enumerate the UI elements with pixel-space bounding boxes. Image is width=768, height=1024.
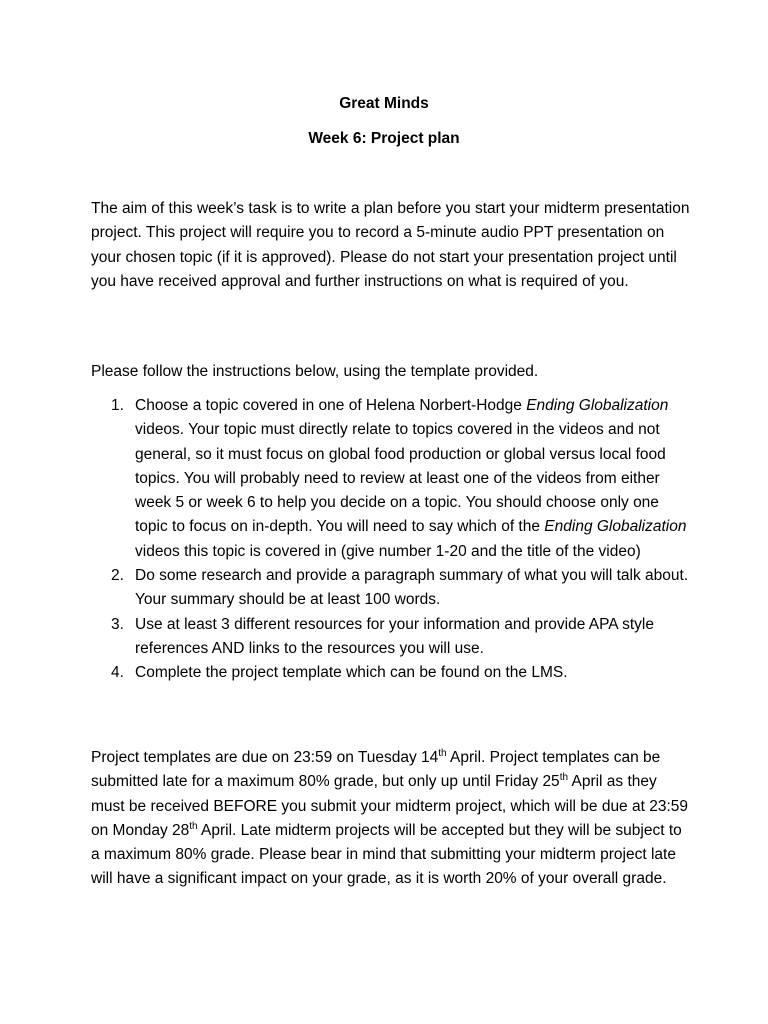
due-text: Project templates are due on 23:59 on Tuesday 14 — [91, 749, 439, 766]
list-number: 4. — [111, 664, 124, 682]
list-number: 2. — [111, 567, 124, 585]
list-text: videos this topic is covered in (give number 1-20 and the title of the video) — [135, 542, 641, 560]
instructions-intro: Please follow the instructions below, using the template provided. — [91, 363, 539, 380]
list-text: Use at least 3 different resources for your information and provide APA style references AND links to the resources you will use. — [135, 615, 654, 657]
list-number: 3. — [111, 615, 124, 633]
due-text: April. Late midterm projects will be accepted but they will be subject to a maximum 80% grade. Please bear in mind that submitting your midterm project late will have a significant impact on your grade, as it is worth 20% of your overall grade. — [91, 821, 682, 888]
video-series-title: Ending Globalization — [544, 518, 687, 536]
due-text: April as they must be received BEFORE you submit your midterm project, which will be due at 23:59 on Monday 28 — [91, 773, 689, 839]
due-date-paragraph — [91, 746, 691, 892]
video-series-title: Ending Globalization — [526, 397, 669, 414]
list-item — [91, 613, 691, 662]
instruction-list — [91, 394, 691, 686]
list-number: 1. — [111, 397, 124, 414]
document-title: Great Minds — [339, 95, 429, 112]
ordinal-suffix: th — [559, 772, 569, 784]
list-item — [91, 394, 691, 564]
list-text: Choose a topic covered in one of Helena Norbert-Hodge — [135, 397, 527, 414]
list-text: Complete the project template which can be found on the LMS. — [135, 664, 568, 682]
list-text: Do some research and provide a paragraph summary of what you will talk about. Your summary should be at least 100 words. — [135, 567, 689, 609]
document-subtitle: Week 6: Project plan — [308, 130, 460, 147]
list-item — [91, 564, 691, 613]
ordinal-suffix: th — [438, 748, 447, 759]
intro-paragraph: The aim of this week’s task is to write a plan before you start your midterm presentation project. This project will require you to record a 5-minute audio PPT presentation on your chosen topic (if it is approved). Please do not start your presentation project until you have received approval and further instructions on what is required of you. — [91, 200, 690, 290]
list-item — [91, 661, 691, 685]
ordinal-suffix: th — [189, 820, 198, 832]
list-text: videos. Your topic must directly relate to topics covered in the videos and not general, so it must focus on global food production or global versus local food topics. You will probably need to review at least one of the videos from either week 5 or week 6 to help you decide on a topic. You should choose only one topic to focus on in-depth. You will need to say which of the — [135, 421, 666, 536]
due-text: April. Project templates can be submitted late for a maximum 80% grade, but only up until Friday 25 — [91, 749, 661, 791]
